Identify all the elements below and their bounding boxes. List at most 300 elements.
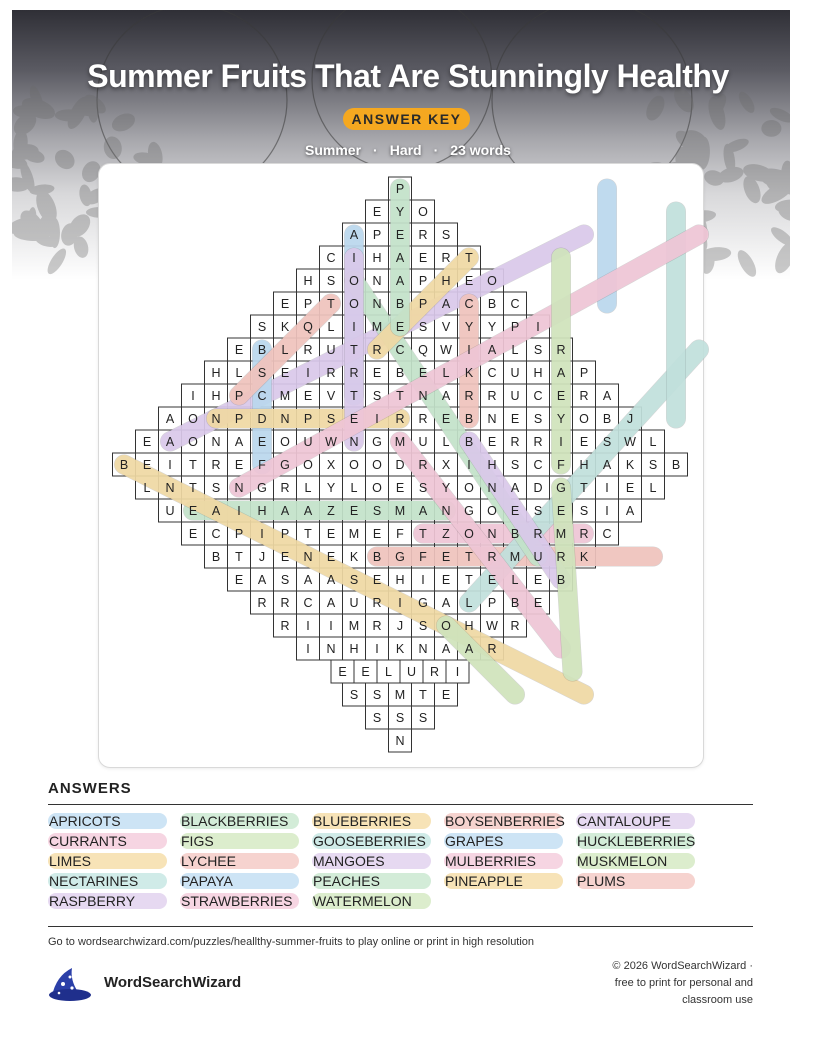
- grid-letter: P: [234, 389, 244, 403]
- grid-letter: I: [191, 389, 195, 403]
- grid-letter: S: [441, 228, 451, 242]
- grid-letter: V: [326, 389, 336, 403]
- grid-letter: B: [556, 573, 566, 587]
- grid-letter: G: [556, 481, 566, 495]
- grid-letter: I: [467, 343, 471, 357]
- grid-letter: N: [487, 527, 497, 541]
- answer-word: MANGOES: [312, 853, 431, 869]
- grid-letter: T: [304, 527, 312, 541]
- grid-letter: M: [348, 619, 360, 633]
- grid-letter: P: [280, 527, 290, 541]
- grid-letter: O: [487, 274, 497, 288]
- grid-letter: E: [234, 458, 244, 472]
- grid-letter: R: [418, 458, 428, 472]
- grid-letter: R: [349, 366, 359, 380]
- grid-letter: U: [510, 389, 520, 403]
- grid-letter: E: [533, 596, 543, 610]
- answers-heading: ANSWERS: [48, 780, 132, 797]
- grid-letter: L: [143, 481, 151, 495]
- grid-letter: S: [533, 504, 543, 518]
- grid-letter: W: [440, 343, 452, 357]
- grid-letter: U: [510, 366, 520, 380]
- grid-letter: I: [467, 458, 471, 472]
- grid-letter: H: [487, 458, 497, 472]
- grid-letter: Y: [326, 481, 336, 495]
- grid-letter: N: [418, 389, 428, 403]
- grid-letter: E: [372, 527, 382, 541]
- theme-label: Summer: [305, 142, 362, 158]
- grid-letter: W: [486, 619, 498, 633]
- grid-letter: C: [487, 366, 497, 380]
- grid-letter: L: [649, 481, 657, 495]
- grid-letter: G: [257, 481, 267, 495]
- grid-letter: T: [465, 573, 473, 587]
- grid-letter: T: [189, 481, 197, 495]
- grid-letter: H: [303, 274, 313, 288]
- grid-letter: S: [533, 412, 543, 426]
- grid-letter: B: [257, 343, 267, 357]
- grid-letter: R: [418, 412, 428, 426]
- grid-letter: R: [326, 366, 336, 380]
- answer-word: FIGS: [180, 833, 299, 849]
- grid-letter: E: [280, 297, 290, 311]
- grid-letter: C: [533, 389, 543, 403]
- grid-letter: T: [419, 527, 427, 541]
- grid-letter: H: [533, 366, 543, 380]
- grid-letter: S: [533, 343, 543, 357]
- grid-letter: L: [327, 320, 335, 334]
- grid-letter: F: [419, 550, 427, 564]
- grid-letter: J: [258, 550, 266, 564]
- grid-letter: O: [418, 205, 428, 219]
- grid-letter: T: [419, 688, 427, 702]
- grid-letter: E: [533, 573, 543, 587]
- grid-letter: O: [188, 412, 198, 426]
- grid-letter: I: [352, 320, 356, 334]
- grid-letter: R: [487, 389, 497, 403]
- grid-letter: A: [441, 297, 451, 311]
- grid-letter: S: [349, 688, 359, 702]
- grid-letter: C: [326, 251, 336, 265]
- grid-letter: T: [580, 481, 588, 495]
- grid-letter: C: [533, 458, 543, 472]
- grid-letter: A: [165, 412, 175, 426]
- grid-letter: S: [648, 458, 658, 472]
- grid-letter: A: [303, 573, 313, 587]
- grid-letter: P: [579, 366, 589, 380]
- grid-letter: K: [464, 366, 474, 380]
- grid-letter: R: [303, 343, 313, 357]
- grid-letter: A: [395, 274, 405, 288]
- grid-letter: I: [329, 619, 333, 633]
- grid-letter: U: [406, 665, 417, 679]
- grid-letter: B: [510, 527, 520, 541]
- grid-letter: O: [188, 435, 198, 449]
- copyright-text: [553, 958, 753, 1009]
- grid-letter: V: [441, 320, 451, 334]
- grid-letter: I: [260, 527, 264, 541]
- grid-letter: E: [303, 389, 313, 403]
- answer-word: LYCHEE: [180, 853, 299, 869]
- grid-letter: T: [350, 343, 358, 357]
- grid-letter: S: [280, 573, 290, 587]
- answer-word: STRAWBERRIES: [180, 893, 299, 909]
- answer-word: BLACKBERRIES: [180, 813, 299, 829]
- grid-letter: N: [372, 297, 382, 311]
- grid-letter: R: [395, 412, 405, 426]
- grid-letter: R: [211, 458, 221, 472]
- answer-word: PEACHES: [312, 873, 431, 889]
- answer-word: BOYSENBERRIES: [445, 813, 565, 829]
- grid-letter: R: [579, 527, 589, 541]
- grid-letter: O: [303, 458, 313, 472]
- meta-separator: ·: [373, 142, 378, 158]
- grid-letter: A: [602, 389, 612, 403]
- grid-letter: R: [464, 389, 474, 403]
- answer-word: MULBERRIES: [444, 853, 563, 869]
- grid-letter: L: [350, 481, 358, 495]
- grid-letter: T: [396, 389, 404, 403]
- grid-letter: A: [349, 228, 359, 242]
- grid-letter: R: [533, 527, 543, 541]
- answer-word: MUSKMELON: [576, 853, 695, 869]
- grid-letter: L: [442, 435, 450, 449]
- grid-letter: N: [395, 734, 405, 748]
- grid-letter: I: [455, 665, 460, 679]
- grid-letter: C: [211, 527, 221, 541]
- grid-letter: S: [257, 320, 267, 334]
- divider: [48, 804, 753, 805]
- grid-letter: P: [510, 320, 520, 334]
- grid-letter: R: [556, 343, 566, 357]
- grid-letter: S: [602, 435, 612, 449]
- grid-letter: R: [372, 343, 382, 357]
- grid-letter: R: [418, 228, 428, 242]
- divider: [48, 926, 753, 927]
- grid-letter: N: [280, 412, 290, 426]
- grid-letter: R: [510, 435, 520, 449]
- grid-letter: S: [257, 366, 267, 380]
- grid-letter: Z: [327, 504, 335, 518]
- grid-letter: R: [441, 251, 451, 265]
- wizard-hat-icon: [48, 964, 94, 1004]
- grid-letter: C: [257, 389, 267, 403]
- grid-letter: E: [326, 527, 336, 541]
- grid-letter: I: [605, 481, 609, 495]
- grid-letter: I: [559, 435, 563, 449]
- grid-letter: X: [326, 458, 336, 472]
- grid-letter: W: [325, 435, 337, 449]
- grid-letter: E: [349, 504, 359, 518]
- copyright-line-3: classroom use: [682, 994, 753, 1006]
- grid-letter: L: [465, 596, 473, 610]
- grid-letter: N: [418, 642, 428, 656]
- grid-letter: M: [555, 527, 567, 541]
- grid-letter: H: [441, 274, 451, 288]
- grid-letter: I: [237, 504, 241, 518]
- grid-letter: U: [349, 596, 359, 610]
- grid-letter: U: [165, 504, 175, 518]
- grid-letter: A: [326, 596, 336, 610]
- grid-letter: M: [394, 688, 406, 702]
- grid-letter: I: [536, 320, 540, 334]
- grid-letter: M: [371, 320, 383, 334]
- grid-letter: A: [280, 504, 290, 518]
- grid-letter: O: [579, 412, 589, 426]
- grid-letter: A: [441, 596, 451, 610]
- grid-letter: H: [349, 642, 359, 656]
- grid-letter: O: [372, 458, 382, 472]
- grid-letter: W: [624, 435, 636, 449]
- grid-letter: K: [579, 550, 589, 564]
- grid-letter: L: [511, 343, 519, 357]
- grid-letter: E: [441, 688, 451, 702]
- grid-letter: E: [487, 573, 497, 587]
- grid-letter: I: [421, 573, 425, 587]
- grid-letter: E: [464, 274, 474, 288]
- grid-letter: R: [257, 596, 267, 610]
- grid-letter: E: [326, 550, 336, 564]
- grid-letter: A: [510, 481, 520, 495]
- answer-word: WATERMELON: [312, 893, 431, 909]
- grid-letter: S: [395, 711, 405, 725]
- grid-letter: U: [418, 435, 428, 449]
- grid-letter: I: [375, 642, 379, 656]
- grid-letter: B: [464, 412, 474, 426]
- grid-letter: E: [625, 481, 635, 495]
- grid-letter: E: [361, 665, 370, 679]
- grid-letter: D: [257, 412, 267, 426]
- grid-letter: N: [349, 435, 359, 449]
- grid-letter: E: [395, 228, 405, 242]
- grid-letter: N: [211, 412, 221, 426]
- grid-letter: S: [326, 412, 336, 426]
- grid-letter: I: [306, 366, 310, 380]
- grid-letter: O: [349, 274, 359, 288]
- difficulty-label: Hard: [389, 142, 422, 158]
- grid-letter: S: [418, 320, 428, 334]
- grid-letter: S: [418, 481, 428, 495]
- grid-letter: T: [189, 458, 197, 472]
- grid-letter: N: [326, 642, 336, 656]
- grid-letter: E: [257, 435, 267, 449]
- grid-letter: G: [464, 504, 474, 518]
- grid-letter: A: [211, 504, 221, 518]
- grid-letter: A: [234, 435, 244, 449]
- grid-letter: H: [257, 504, 267, 518]
- grid-letter: O: [487, 504, 497, 518]
- grid-letter: E: [418, 251, 428, 265]
- grid-letter: T: [235, 550, 243, 564]
- grid-letter: A: [257, 573, 267, 587]
- grid-letter: E: [395, 320, 405, 334]
- grid-letter: P: [234, 412, 244, 426]
- grid-letter: Y: [556, 412, 566, 426]
- grid-letter: R: [280, 596, 290, 610]
- copyright-line-1: © 2026 WordSearchWizard ·: [612, 960, 753, 972]
- grid-letter: R: [579, 389, 589, 403]
- grid-letter: T: [465, 251, 473, 265]
- grid-letter: U: [303, 435, 313, 449]
- grid-letter: S: [418, 619, 428, 633]
- grid-letter: G: [372, 435, 382, 449]
- grid-letter: E: [338, 665, 347, 679]
- brand-name: WordSearchWizard: [104, 974, 242, 991]
- grid-letter: H: [395, 573, 405, 587]
- grid-letter: B: [464, 435, 474, 449]
- grid-letter: R: [533, 435, 543, 449]
- grid-letter: I: [352, 251, 356, 265]
- grid-letter: A: [441, 389, 451, 403]
- grid-letter: C: [510, 297, 520, 311]
- grid-letter: P: [303, 412, 313, 426]
- grid-letter: E: [441, 412, 451, 426]
- grid-letter: B: [602, 412, 612, 426]
- grid-letter: K: [625, 458, 635, 472]
- grid-letter: O: [349, 297, 359, 311]
- grid-letter: S: [418, 711, 428, 725]
- grid-letter: L: [511, 573, 519, 587]
- answer-word: NECTARINES: [48, 873, 167, 889]
- grid-letter: R: [280, 619, 290, 633]
- grid-letter: A: [441, 642, 451, 656]
- answer-word: GOOSEBERRIES: [312, 833, 431, 849]
- grid-letter: E: [188, 527, 198, 541]
- grid-letter: E: [441, 550, 451, 564]
- grid-letter: F: [258, 458, 266, 472]
- grid-letter: Z: [442, 527, 450, 541]
- grid-letter: P: [395, 182, 405, 196]
- grid-letter: H: [211, 389, 221, 403]
- footer-url-text[interactable]: Go to wordsearchwizard.com/puzzles/heallthy-summer-fruits to play online or print in high resolution: [48, 936, 535, 948]
- grid-letter: B: [372, 550, 382, 564]
- grid-letter: S: [211, 481, 221, 495]
- grid-letter: M: [509, 550, 521, 564]
- grid-letter: E: [142, 458, 152, 472]
- grid-letter: B: [119, 458, 129, 472]
- grid-letter: L: [304, 481, 312, 495]
- grid-letter: F: [396, 527, 404, 541]
- grid-letter: C: [464, 297, 474, 311]
- grid-letter: E: [579, 435, 589, 449]
- grid-letter: B: [671, 458, 681, 472]
- grid-letter: R: [429, 665, 440, 679]
- grid-letter: O: [441, 619, 451, 633]
- grid-letter: E: [510, 412, 520, 426]
- grid-letter: H: [579, 458, 589, 472]
- grid-letter: P: [372, 228, 382, 242]
- grid-letter: R: [487, 642, 497, 656]
- answer-word: PLUMS: [576, 873, 695, 889]
- grid-letter: X: [441, 458, 451, 472]
- grid-letter: N: [165, 481, 175, 495]
- grid-letter: R: [372, 596, 382, 610]
- grid-letter: B: [395, 366, 405, 380]
- grid-letter: F: [557, 458, 565, 472]
- grid-letter: C: [602, 527, 612, 541]
- answer-word: APRICOTS: [48, 813, 167, 829]
- grid-letter: P: [234, 527, 244, 541]
- grid-letter: S: [326, 274, 336, 288]
- grid-letter: E: [418, 366, 428, 380]
- copyright-line-2: free to print for personal and: [614, 977, 753, 989]
- grid-letter: S: [372, 504, 382, 518]
- grid-letter: L: [649, 435, 657, 449]
- grid-letter: D: [533, 481, 543, 495]
- grid-letter: Q: [303, 320, 313, 334]
- grid-letter: Y: [464, 320, 474, 334]
- grid-letter: M: [394, 435, 406, 449]
- grid-letter: D: [395, 458, 405, 472]
- grid-letter: H: [464, 619, 474, 633]
- answer-key-badge: ANSWER KEY: [343, 108, 470, 130]
- grid-letter: O: [464, 527, 474, 541]
- grid-letter: G: [418, 596, 428, 610]
- grid-letter: I: [398, 596, 402, 610]
- grid-letter: R: [280, 481, 290, 495]
- answer-word: PAPAYA: [180, 873, 299, 889]
- grid-letter: Y: [487, 320, 497, 334]
- grid-letter: A: [165, 435, 175, 449]
- grid-letter: R: [372, 619, 382, 633]
- grid-letter: A: [487, 343, 497, 357]
- grid-letter: I: [306, 619, 310, 633]
- grid-letter: E: [234, 343, 244, 357]
- grid-letter: O: [464, 481, 474, 495]
- grid-letter: E: [441, 573, 451, 587]
- grid-letter: E: [349, 412, 359, 426]
- grid-letter: P: [487, 596, 497, 610]
- grid-letter: E: [372, 366, 382, 380]
- grid-letter: A: [556, 366, 566, 380]
- grid-letter: H: [211, 366, 221, 380]
- grid-letter: A: [326, 573, 336, 587]
- grid-letter: S: [510, 458, 520, 472]
- grid-letter: U: [533, 550, 543, 564]
- grid-letter: C: [395, 343, 405, 357]
- grid-letter: A: [303, 504, 313, 518]
- grid-letter: S: [372, 389, 382, 403]
- grid-letter: H: [372, 251, 382, 265]
- grid-letter: Y: [441, 481, 451, 495]
- grid-letter: N: [441, 504, 451, 518]
- page-title: Summer Fruits That Are Stunningly Healthy: [87, 58, 729, 94]
- grid-letter: M: [394, 504, 406, 518]
- grid-letter: O: [349, 458, 359, 472]
- grid-letter: N: [487, 412, 497, 426]
- meta-separator: ·: [433, 142, 439, 158]
- grid-letter: J: [396, 619, 404, 633]
- grid-letter: E: [280, 550, 290, 564]
- word-count-label: 23 words: [450, 142, 511, 158]
- grid-letter: M: [279, 389, 291, 403]
- answer-word: PINEAPPLE: [444, 873, 563, 889]
- grid-letter: T: [327, 297, 335, 311]
- grid-letter: M: [348, 527, 360, 541]
- grid-letter: R: [556, 550, 566, 564]
- grid-letter: G: [280, 458, 290, 472]
- grid-letter: N: [303, 550, 313, 564]
- grid-letter: B: [211, 550, 221, 564]
- grid-letter: A: [602, 458, 612, 472]
- grid-letter: O: [280, 435, 290, 449]
- grid-letter: O: [372, 481, 382, 495]
- grid-letter: T: [350, 389, 358, 403]
- grid-letter: P: [303, 297, 313, 311]
- answer-word: CANTALOUPE: [576, 813, 695, 829]
- grid-letter: K: [395, 642, 405, 656]
- grid-letter: J: [626, 412, 634, 426]
